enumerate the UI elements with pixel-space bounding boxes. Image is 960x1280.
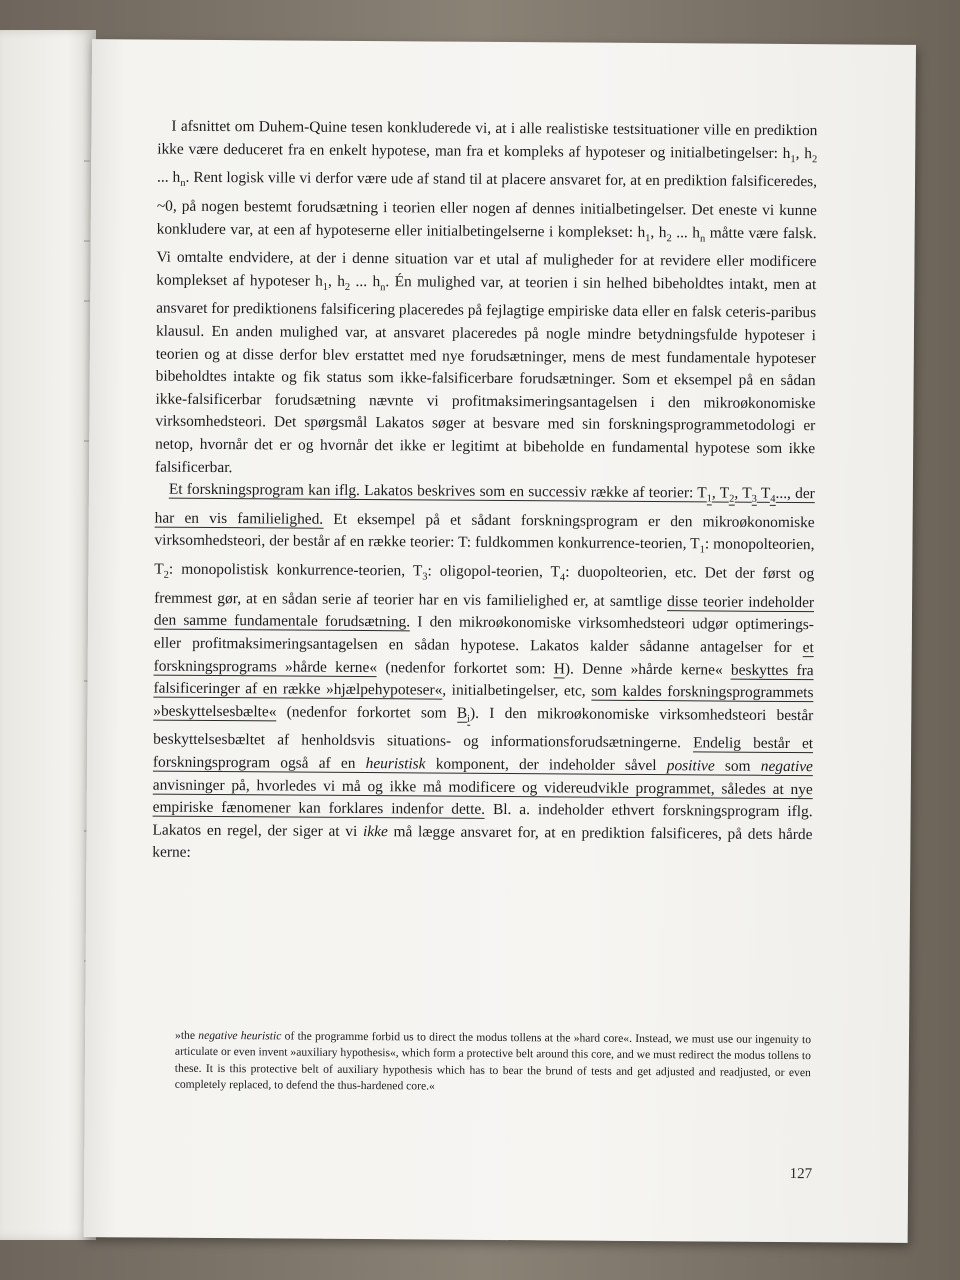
text-run: ... h (156, 168, 181, 187)
text-run: ). I den mikroøkonomiske virksomhedsteori består beskyttelsesbæltet af henholdsvis situations- og informationsforudsætningerne. (153, 704, 814, 752)
text-run: n (699, 232, 706, 245)
text-run: ... h (671, 223, 701, 241)
book-page (84, 39, 916, 1243)
underlined-text: 4 (770, 494, 776, 506)
text-run: negative heuristic (198, 1028, 282, 1043)
text-run: 4 (559, 572, 566, 584)
text-run: , initialbetingelser, etc, (442, 681, 592, 700)
underlined-text: H (553, 659, 565, 678)
underlined-text: T (756, 484, 771, 503)
underlined-text: anvisninger på, hvorledes vi må og ikke må modificere og videreudvikle programmet, således at nye empiriske fænomener kan forklares indenfor dette. (153, 758, 813, 819)
text-run: 1 (699, 544, 705, 556)
text-run: ... h (350, 272, 381, 290)
underlined-text: B (456, 704, 468, 722)
paragraph (155, 116, 818, 484)
underlined-text: , T (734, 484, 752, 502)
text-run: : oligopol-teorien, T (427, 562, 561, 581)
underlined-text: 1 (706, 493, 712, 505)
text-run: »the (175, 1028, 199, 1042)
underlined-text: 2 (729, 493, 735, 505)
left-page-edge (0, 30, 96, 1240)
underlined-text: Endelig består et forskningsprogram også af en (152, 734, 814, 773)
text-run: 3 (422, 571, 428, 583)
underlined-text: som (714, 757, 761, 775)
text-run: I den mikroøkonomiske virksomhedsteori udgør optimerings- eller profitmaksimeringsantagelsen en sådan hypotese. Lakatos kalder sådanne antagelser for (153, 613, 814, 657)
underlined-text: Et forskningsprogram kan iflg. Lakatos beskrives som en successiv række af teorier: T (168, 480, 707, 502)
text-run: må lægge ansvaret for, at en prediktion falsificeres, på dets hårde kerne: (152, 823, 813, 862)
text-run: 1 (645, 232, 651, 244)
paragraph (152, 479, 815, 869)
text-run: 2 (811, 153, 818, 165)
text-run: : monopolteorien, T (154, 535, 815, 578)
underlined-text: komponent, der indeholder såvel (425, 755, 667, 775)
underlined-text: beskyttes fra falsificeringer af en række »hjælpehypoteser« (153, 661, 814, 699)
text-run: of the programme forbid us to direct the modus tollens at the »hard core«. Instead, we must use our ingenuity to articulate or even invent »auxiliary hypothesis«, which form a protective belt around this core, and we must redirect the modus tollens to these. It is this protective belt of auxiliary hypothesis which has to bear the brund of tests and get adjusted and readjusted, or even completely replaced, to defend the thus-hardened core.« (174, 1029, 812, 1093)
underlined-text: positive (666, 757, 715, 775)
text-run: : duopolteorien, etc. Det der først og fremmest gør, at en sådan serie af teorier har en vis familielighed er, at samtlige (154, 563, 815, 610)
text-run: 1 (322, 281, 329, 293)
text-run: : monopolistisk konkurrence-teorien, T (168, 560, 423, 580)
underlined-text: ..., der har en vis familielighed. (154, 485, 815, 528)
text-run: Et eksempel på et sådant forskningsprogram er den mikroøkonomiske virksomhedsteori, der består af en række teorier: T: fuldkommen konkurrence-teorien, T (154, 510, 815, 553)
underlined-text: 3 (751, 494, 757, 506)
text-run: 2 (666, 232, 672, 244)
underlined-text: heuristisk (365, 755, 426, 773)
text-run: , h (795, 144, 813, 162)
text-run: . Én mulighed var, at teorien i sin helhed bibeholdtes intakt, men at ansvaret for prediktionens falsificering placeredes på fejlagtige empiriske data eller en falsk ceteris-paribus klausul. En anden mulighed var, at ansvaret placeredes på nogle mindre betydningsfulde hypoteser i teorien og at disse derfor blev erstattet med nye forudsætninger, mens de mest fundamentale hypoteser bibeholdtes intakte og fik status som ikke-falsificerbare forudsætninger. Som et eksempel på en sådan ikke-falsificerbar forudsætning nævnte vi profitmaksimeringsantagelsen i den mikroøkonomiske virksomhedsteori. Det spørgsmål Lakatos søger at besvare med sin forskningsprogrammetodologi er netop, hvornår det er og hvornår det ikke er legitimt at bibeholde en fundamental hypotese som ikke falsificerbar. (154, 272, 817, 476)
binding-stitch (84, 300, 90, 302)
text-run: , h (328, 272, 346, 290)
text-run: n (380, 282, 386, 294)
underlined-text: et forskningsprograms »hårde kerne« (153, 639, 814, 676)
text-run: (nedenfor forkortet som (276, 703, 457, 722)
underlined-text: i (467, 713, 471, 725)
underlined-text: disse teorier indeholder den samme fundamentale forudsætning. (153, 592, 815, 631)
text-run: måtte være falsk. Vi omtalte endvidere, at der i denne situation var et utal af muligheder for at revidere eller modificere komplekset af hypoteser h (156, 223, 817, 290)
text-run: , h (650, 223, 667, 241)
binding-stitch (84, 240, 90, 242)
text-run: . Rent logisk ville vi derfor være ude af stand til at placere ansvaret for, at en prediktion falsificeredes, ~0, på nogen bestemt forudsætning i teorien eller nogen af dennes initialbetingelser. Det eneste vi kunne konkludere var, at een af hypoteserne eller initialbetingelserne i komplekset: h (156, 169, 818, 241)
text-run: Bl. a. indeholder ethvert forskningsprogram iflg. Lakatos en regel, der siger at vi (152, 801, 813, 840)
text-run: n (180, 178, 186, 190)
text-run: (nedenfor forkortet som: (377, 658, 554, 677)
text-run: ). Denne »hårde kerne« (564, 660, 732, 679)
block-quote (175, 1028, 811, 1098)
underlined-text: , T (711, 484, 730, 502)
text-run: I afsnittet om Duhem-Quine tesen konkluderede vi, at i alle realistiske testsituationer ville en prediktion ikke være deduceret fra en enkelt hypotese, man fra et kompleks af hypoteser og initialbetingelser: h (157, 117, 818, 162)
underlined-text: som kaldes forskningsprogrammets »beskyttelsesbælte« (153, 682, 814, 721)
body-text (152, 116, 817, 870)
binding-stitch (84, 160, 90, 162)
text-run: 1 (790, 153, 796, 165)
text-run: 2 (344, 281, 351, 293)
underlined-text: negative (760, 757, 813, 776)
text-run: ikke (362, 822, 388, 841)
page-number: 127 (789, 1166, 813, 1183)
text-run: 2 (163, 569, 169, 581)
